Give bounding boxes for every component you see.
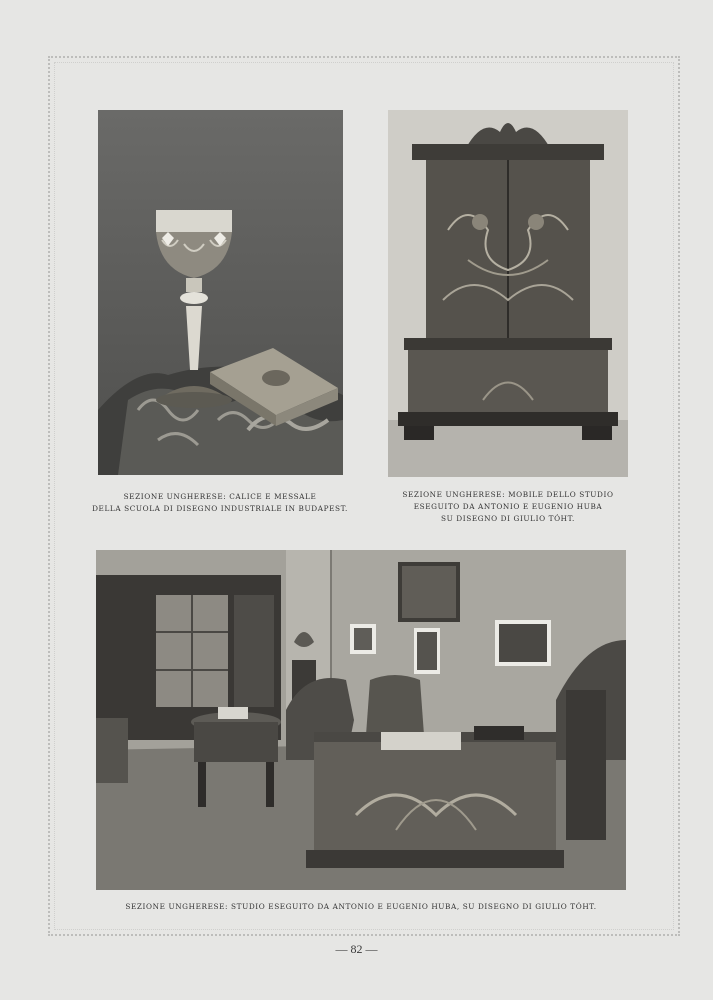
photo-cabinet <box>388 110 628 477</box>
caption-line: DELLA SCUOLA DI DISEGNO INDUSTRIALE IN BUDAPEST. <box>92 504 348 513</box>
caption-study-room <box>96 901 626 913</box>
caption-line: SEZIONE UNGHERESE: STUDIO ESEGUITO DA ANTONIO E EUGENIO HUBA, SU DISEGNO DI GIULIO TÓHT. <box>125 902 597 911</box>
photo-study-room <box>96 550 626 890</box>
photo-chalice-missal <box>98 110 343 475</box>
caption-line: ESEGUITO DA ANTONIO E EUGENIO HUBA <box>413 502 603 511</box>
caption-line: SEZIONE UNGHERESE: CALICE E MESSALE <box>123 492 317 501</box>
caption-chalice-missal <box>90 491 350 515</box>
caption-line: SU DISEGNO DI GIULIO TÓHT. <box>441 514 575 523</box>
caption-line: SEZIONE UNGHERESE: MOBILE DELLO STUDIO <box>402 490 614 499</box>
page-number: — 82 — <box>335 942 378 956</box>
caption-cabinet <box>388 489 628 525</box>
